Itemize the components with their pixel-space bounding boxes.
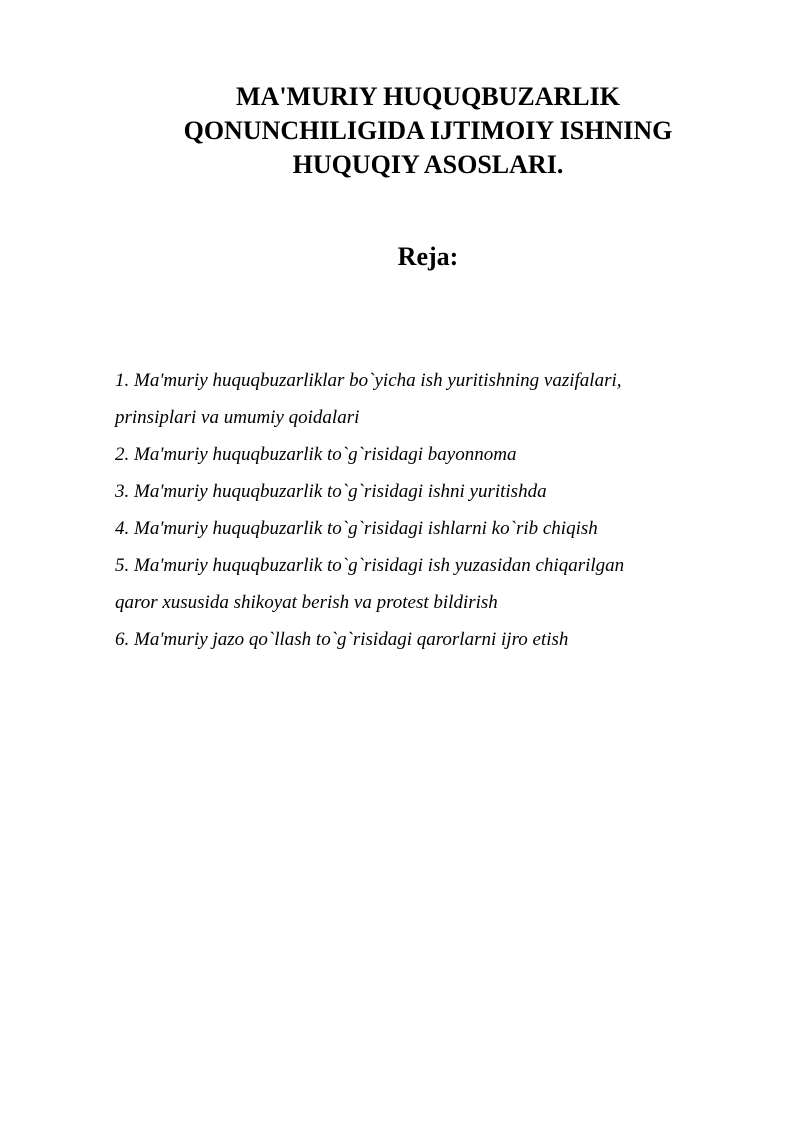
document-title — [120, 80, 736, 182]
plan-item-line: 4. Ma'muriy huquqbuzarlik to`g`risidagi ishlarni ko`rib chiqish — [115, 518, 598, 539]
plan-item-line: 1. Ma'muriy huquqbuzarliklar bo`yicha ish yuritishning vazifalari, — [115, 370, 622, 391]
plan-item-line: qaror xususida shikoyat berish va protest bildirish — [115, 592, 498, 613]
plan-list — [115, 362, 715, 658]
plan-item-line: prinsiplari va umumiy qoidalari — [115, 407, 360, 428]
plan-item — [115, 510, 715, 547]
plan-heading: Reja: — [397, 242, 459, 271]
document-title-line: MA'MURIY HUQUQBUZARLIK — [236, 82, 620, 111]
plan-item-line: 2. Ma'muriy huquqbuzarlik to`g`risidagi bayonnoma — [115, 444, 517, 465]
plan-item — [115, 547, 715, 621]
plan-item — [115, 436, 715, 473]
plan-item-line: 5. Ma'muriy huquqbuzarlik to`g`risidagi ish yuzasidan chiqarilgan — [115, 555, 625, 576]
plan-item-line: 6. Ma'muriy jazo qo`llash to`g`risidagi qarorlarni ijro etish — [115, 629, 569, 650]
plan-item — [115, 362, 715, 436]
plan-item-line: 3. Ma'muriy huquqbuzarlik to`g`risidagi ishni yuritishda — [115, 481, 547, 502]
document-title-line: QONUNCHILIGIDA IJTIMOIY ISHNING — [183, 116, 673, 145]
plan-item — [115, 621, 715, 658]
document-title-line: HUQUQIY ASOSLARI. — [292, 150, 564, 179]
plan-item — [115, 473, 715, 510]
